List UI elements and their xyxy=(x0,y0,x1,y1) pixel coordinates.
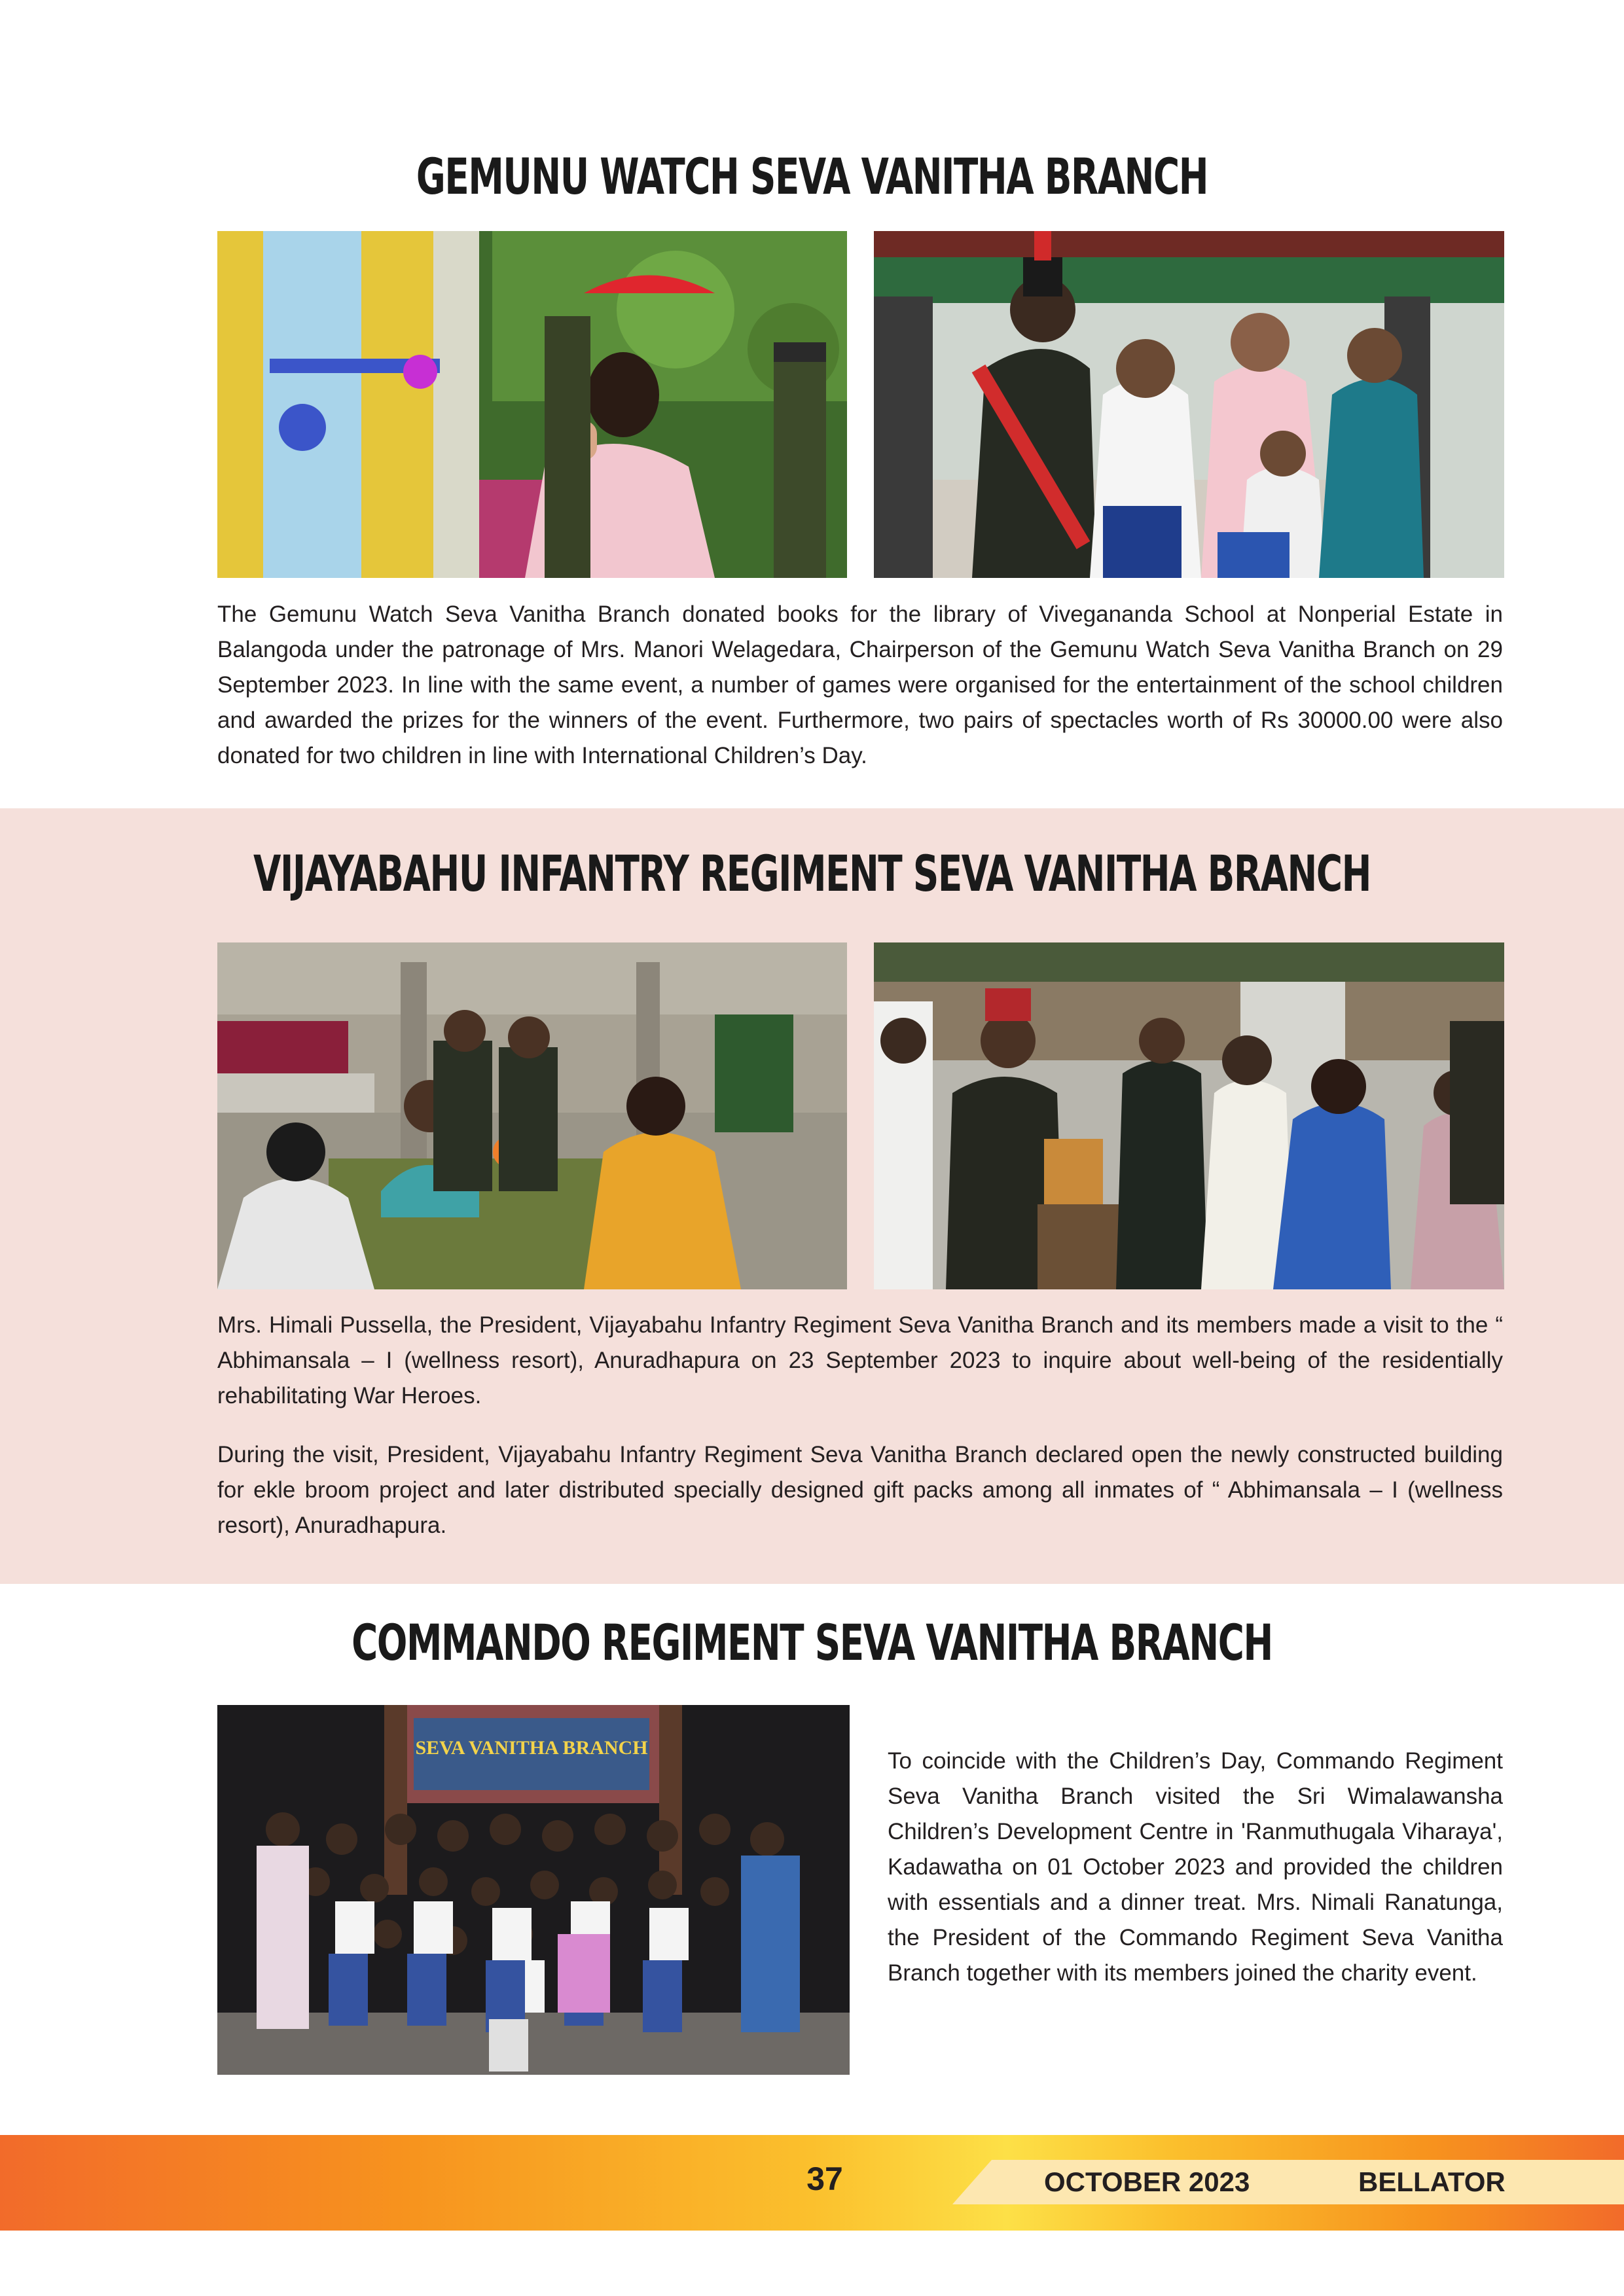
page-number: 37 xyxy=(806,2161,843,2197)
photo-broom-project-visit xyxy=(874,942,1504,1289)
section-title-commando: COMMANDO REGIMENT SEVA VANITHA BRANCH xyxy=(352,1613,1272,1672)
photo-book-donation xyxy=(874,231,1504,578)
photo-banner-text: SEVA VANITHA BRANCH xyxy=(415,1737,648,1759)
photo-wellness-resort-table xyxy=(217,942,847,1289)
section-title-gemunu-watch: GEMUNU WATCH SEVA VANITHA BRANCH xyxy=(416,147,1208,206)
photo-ribbon-cutting xyxy=(217,231,847,578)
commando-paragraph: To coincide with the Children’s Day, Commando Regiment Seva Vanitha Branch visited the Sri Wimalawansha Children’s Development Centre in 'Ranmuthugala Viharaya', Kadawatha on 01 October 2023 and provided the children with essentials and a dinner treat. Mrs. Nimali Ranatunga, the President of the Commando Regiment Seva Vanitha Branch together with its members joined the charity event. xyxy=(888,1748,1503,1986)
magazine-name: BELLATOR xyxy=(1358,2166,1506,2197)
section-title-vijayabahu: VIJAYABAHU INFANTRY REGIMENT SEVA VANITHA BRANCH xyxy=(253,844,1371,903)
footer-date: OCTOBER 2023 xyxy=(1044,2166,1250,2197)
gemunu-watch-paragraph: The Gemunu Watch Seva Vanitha Branch donated books for the library of Vivegananda School at Nonperial Estate in Balangoda under the patronage of Mrs. Manori Welagedara, Chairperson of the Gemunu Watch Seva Vanitha Branch on 29 September 2023. In line with the same event, a number of games were organised for the entertainment of the school children and awarded the prizes for the winners of the event. Furthermore, two pairs of spectacles worth of Rs 30000.00 were also donated for two children in line with International Children’s Day. xyxy=(217,601,1503,768)
photo-children-group xyxy=(217,1705,850,2075)
vijayabahu-paragraph-1: Mrs. Himali Pussella, the President, Vijayabahu Infantry Regiment Seva Vanitha Branch and its members made a visit to the “ Abhimansala – I (wellness resort), Anuradhapura on 23 September 2023 to inquire about well-being of the residentially rehabilitating War Heroes. xyxy=(217,1312,1503,1408)
vijayabahu-paragraph-2: During the visit, President, Vijayabahu Infantry Regiment Seva Vanitha Branch declared open the newly constructed building for ekle broom project and later distributed specially designed gift packs among all inmates of “ Abhimansala – I (wellness resort), Anuradhapura. xyxy=(217,1442,1503,1538)
